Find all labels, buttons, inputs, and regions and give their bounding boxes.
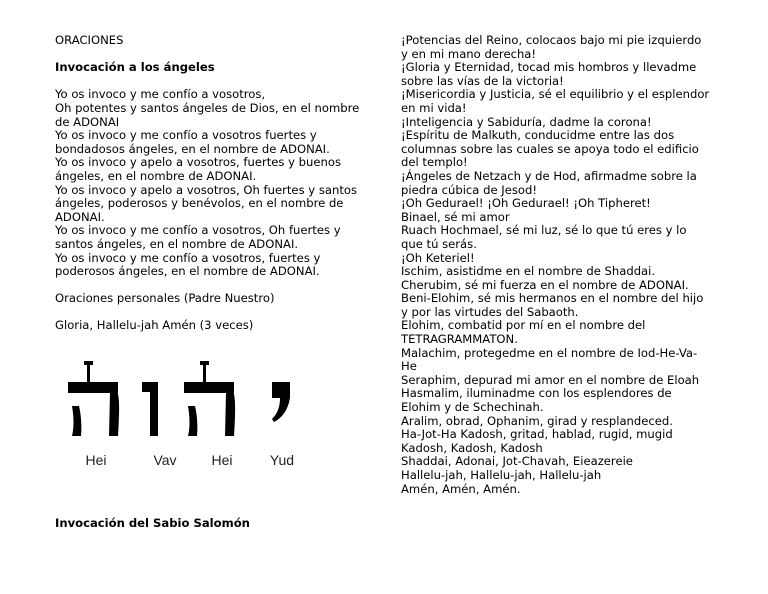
text-line: en mi vida! [401,100,467,115]
text-line: ¡Oh Keteriel! [401,250,475,265]
right-column [401,34,721,496]
text-line: Yo os invoco y apelo a vosotros, Oh fuertes y santos [55,182,358,197]
text-line: ¡Inteligencia y Sabiduría, dadme la corona! [401,114,652,129]
text-line: Oh potentes y santos ángeles de Dios, en el nombre [55,100,360,115]
hebrew-letter-hei-2 [184,361,235,436]
text-line: del templo! [401,155,468,170]
letter-label-vav: Vav [153,452,177,468]
text-line: Shaddai, Adonai, Jot-Chavah, Eieazereie [401,454,633,469]
text-line: Yo os invoco y me confío a vosotros, [55,87,266,102]
text-line: ángeles, en el nombre de ADONAI. [55,168,257,183]
hebrew-letter-yud [272,382,290,422]
text-line: TETRAGRAMMATON. [401,332,518,347]
text-line: Kadosh, Kadosh, Kadosh [401,440,543,455]
text-line: ángeles, poderosos y benévolos, en el nombre de [55,196,344,211]
text-line: Cherubim, sé mi fuerza en el nombre de ADONAI. [401,277,689,292]
text-line: Aralim, obrad, Ophanim, girad y resplandeced. [401,413,673,428]
text-line: ¡Espíritu de Malkuth, conducidme entre las dos [401,128,675,143]
text-line: Yo os invoco y me confío a vosotros fuertes y [55,128,317,143]
text-line: Elohim y de Schechinah. [401,400,544,415]
text-line: Elohim, combatid por mí en el nombre del [401,318,646,333]
letter-label-hei-2: Hei [211,452,233,468]
text-line: que tú serás. [401,236,477,251]
text-line: Hasmalim, iluminadme con los esplendores de [401,386,672,401]
section-label: ORACIONES [55,33,124,47]
text-line: Beni-Elohim, sé mis hermanos en el nombre del hijo [401,291,704,306]
text-line: y en mi mano derecha! [401,46,537,61]
text-line: ADONAI. [55,209,105,224]
text-line: ¡Potencias del Reino, colocaos bajo mi pie izquierdo [401,33,702,47]
text-line: bondadosos ángeles, en el nombre de ADONAI. [55,141,330,156]
text-line: Yo os invoco y me confío a vosotros, Oh fuertes y [55,223,341,238]
text-line: Ha-Jot-Ha Kadosh, gritad, hablad, rugid, mugid [401,427,673,442]
text-line: Ruach Hochmael, sé mi luz, sé lo que tú eres y lo [401,223,687,238]
section-heading: Invocación a los ángeles [55,60,215,75]
text-line: Ischim, asistidme en el nombre de Shaddai. [401,264,656,279]
text-line: columnas sobre las cuales se apoya todo el edificio [401,141,699,156]
text-line: santos ángeles, en el nombre de ADONAI. [55,236,299,251]
prayer-text [55,88,375,278]
text-line: ¡Misericordia y Justicia, sé el equilibrio y el esplendor [401,87,710,102]
text-line: de ADONAI [55,114,120,129]
left-column [55,34,375,333]
text-line: Seraphim, depurad mi amor en el nombre de Eloah [401,372,700,387]
text-line: Amén, Amén, Amén. [401,481,521,496]
hebrew-letter-hei-1 [68,361,119,436]
text-line: Malachim, protegedme en el nombre de Iod-He-Va- [401,345,698,360]
text-line: ¡Oh Gedurael! ¡Oh Gedurael! ¡Oh Tipheret! [401,196,651,211]
text-line: poderosos ángeles, en el nombre de ADONAI. [55,264,320,279]
gloria-line: Gloria, Hallelu-jah Amén (3 veces) [55,318,254,333]
text-line: ¡Ángeles de Netzach y de Hod, afirmadme sobre la [401,168,697,183]
text-line: Yo os invoco y me confío a vosotros, fuertes y [55,250,321,265]
tetragrammaton-figure [60,348,310,483]
hebrew-letter-vav [142,382,158,436]
text-line: sobre las vías de la victoria! [401,73,564,88]
text-line: Hallelu-jah, Hallelu-jah, Hallelu-jah [401,468,602,482]
text-line: He [401,359,417,374]
personal-prayers-line: Oraciones personales (Padre Nuestro) [55,291,275,306]
tetragrammaton-svg [60,348,310,483]
text-line: piedra cúbica de Jesod! [401,182,537,197]
text-line: Binael, sé mi amor [401,209,510,224]
text-line: y por las virtudes del Sabaoth. [401,304,579,319]
letter-label-hei-1: Hei [85,452,107,468]
text-line: ¡Gloria y Eternidad, tocad mis hombros y llevadme [401,60,697,75]
invocation-text [401,34,721,496]
letter-label-yud: Yud [269,452,295,468]
bottom-heading: Invocación del Sabio Salomón [55,516,250,530]
text-line: Yo os invoco y apelo a vosotros, fuertes y buenos [55,155,341,170]
